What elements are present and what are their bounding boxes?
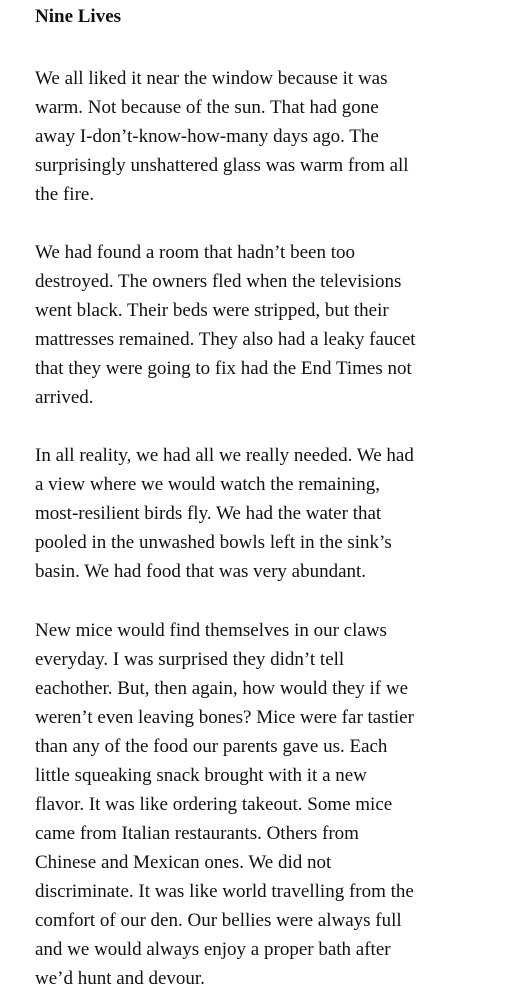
paragraph-line: most-resilient birds fly. We had the water that	[35, 503, 382, 524]
paragraph-line: pooled in the unwashed bowls left in the sink’s	[35, 532, 392, 553]
paragraph-line: basin. We had food that was very abundant.	[35, 561, 367, 582]
paragraph-1	[35, 64, 409, 209]
paragraph-line: and we would always enjoy a proper bath after	[35, 939, 391, 960]
document-page	[35, 5, 505, 989]
paragraph-line: weren’t even leaving bones? Mice were far tastier	[35, 707, 414, 728]
paragraph-line: we’d hunt and devour.	[35, 968, 205, 989]
paragraph-line: We had found a room that hadn’t been too	[35, 242, 355, 263]
paragraph-line: the fire.	[35, 184, 95, 205]
paragraph-line: went black. Their beds were stripped, but their	[35, 300, 389, 321]
paragraph-line: eachother. But, then again, how would they if we	[35, 678, 409, 699]
paragraph-line: that they were going to fix had the End Times not	[35, 358, 412, 379]
paragraph-3	[35, 441, 414, 586]
paragraph-line: mattresses remained. They also had a leaky faucet	[35, 329, 416, 350]
paragraph-line: a view where we would watch the remaining,	[35, 474, 381, 495]
paragraph-line: comfort of our den. Our bellies were always full	[35, 910, 402, 931]
paragraph-line: In all reality, we had all we really needed. We had	[35, 445, 414, 466]
paragraph-line: little squeaking snack brought with it a new	[35, 765, 367, 786]
paragraph-line: discriminate. It was like world travelling from the	[35, 881, 414, 902]
document-title: Nine Lives	[35, 6, 122, 27]
paragraph-line: New mice would find themselves in our claws	[35, 620, 387, 641]
paragraph-line: destroyed. The owners fled when the televisions	[35, 271, 402, 292]
paragraph-line: warm. Not because of the sun. That had gone	[35, 97, 379, 118]
paragraph-line: arrived.	[35, 387, 94, 408]
paragraph-line: surprisingly unshattered glass was warm from all	[35, 155, 409, 176]
paragraph-line: flavor. It was like ordering takeout. Some mice	[35, 794, 393, 815]
paragraph-2	[35, 238, 416, 412]
paragraph-line: Chinese and Mexican ones. We did not	[35, 852, 332, 873]
paragraph-line: We all liked it near the window because it was	[35, 68, 388, 89]
paragraph-line: than any of the food our parents gave us. Each	[35, 736, 388, 757]
paragraph-line: away I-don’t-know-how-many days ago. The	[35, 126, 379, 147]
paragraph-line: came from Italian restaurants. Others from	[35, 823, 359, 844]
paragraph-line: everyday. I was surprised they didn’t tell	[35, 649, 345, 670]
paragraph-4	[35, 616, 414, 993]
